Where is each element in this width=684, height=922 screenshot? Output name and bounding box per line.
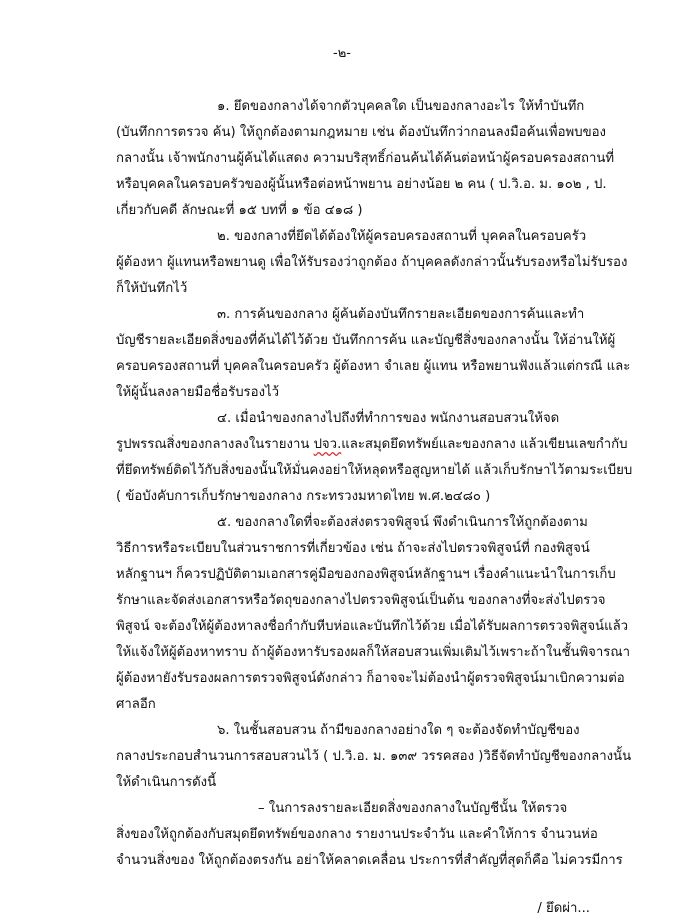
item-5-line-4: รักษาและจัดส่งเอกสารหรือวัตถุของกลางไปตรวจพิสูจน์เป็นต้น ของกลางที่จะส่งไปตรวจ [116, 593, 606, 608]
item-4-line-3: ที่ยึดทรัพย์ติดไว้กับสิ่งของนั้นให้มั่นคงอย่าให้หลุดหรือสูญหายได้ แล้วเก็บรักษาไว้ตามระเบียบ [116, 463, 633, 478]
item-1-line-2: (บันทึกการตรวจ ค้น) ให้ถูกต้องตามกฎหมาย เช่น ต้องบันทึกว่ากอนลงมือค้นเพื่อพบของ [116, 125, 606, 140]
item-5-line-1: ๕. ของกลางใดที่จะต้องส่งตรวจพิสูจน์ พึงดำเนินการให้ถูกต้องตาม [217, 515, 588, 530]
item-5-line-3: หลักฐานฯ ก็ควรปฏิบัติตามเอกสารคู่มือของกองพิสูจน์หลักฐานฯ เรื่องคำแนะนำในการเก็บ [116, 567, 616, 582]
item-5-line-6: ให้แจ้งให้ผู้ต้องหาทราบ ถ้าผู้ต้องหารับรองผลก็ให้สอบสวนเพิ่มเติมไว้เพราะถ้าในชั้นพิจารณา [116, 645, 631, 660]
item-4-line-1: ๔. เมื่อนำของกลางไปถึงที่ทำการของ พนักงานสอบสวนให้จด [217, 411, 560, 426]
footer-continuation: / ยึดผ่า... [537, 901, 590, 916]
item-2-line-3: ก็ให้บันทึกไว้ [116, 281, 188, 296]
item-5-line-5: พิสูจน์ จะต้องให้ผู้ต้องหาลงชื่อกำกับหีบห่อและบันทึกไว้ด้วย เมื่อได้รับผลการตรวจพิสูจน์แล้ว [116, 619, 629, 634]
item-3-line-4: ให้ผู้นั้นลงลายมือชื่อรับรองไว้ [116, 385, 280, 400]
item-5-line-7: ผู้ต้องหายังรับรองผลการตรวจพิสูจน์ดังกล่าว ก็อาจจะไม่ต้องนำผู้ตรวจพิสูจน์มาเบิกความต่อ [116, 671, 625, 686]
item-1-line-5: เกี่ยวกับคดี ลักษณะที่ ๑๕ บทที่ ๑ ข้อ ๔๑๘ ) [116, 203, 363, 218]
item-4-line-2-start: รูปพรรณสิ่งของกลางลงในรายงาน [116, 437, 314, 452]
item-3-line-2: บัญชีรายละเอียดสิ่งของที่ค้นได้ไว้ด้วย บันทึกการค้น และบัญชีสิ่งของกลางนั้น ให้อ่านให้ผู้ [116, 333, 616, 348]
sub-item-line-1: – ในการลงรายละเอียดสิ่งของกลางในบัญชีนั้น ให้ตรวจ [258, 801, 568, 816]
item-6-line-2: กลางประกอบสำนวนการสอบสวนไว้ ( ป.วิ.อ. ม. ๑๓๙ วรรคสอง )วิธีจัดทำบัญชีของกลางนั้น [116, 749, 632, 764]
item-3-line-3: ครอบครองสถานที่ บุคคลในครอบครัว ผู้ต้องหา จำเลย ผู้แทน หรือพยานฟังแล้วแต่กรณี และ [116, 359, 631, 374]
item-6-line-3: ให้ดำเนินการดังนี้ [116, 775, 217, 790]
page-number: -๒- [333, 46, 351, 61]
spellcheck-underlined-word: ปจว. [313, 437, 342, 452]
item-2-line-2: ผู้ต้องหา ผู้แทนหรือพยานดู เพื่อให้รับรองว่าถูกต้อง ถ้าบุคคลดังกล่าวนั้นรับรองหรือไม่รับรอง [116, 255, 628, 270]
item-6-line-1: ๖. ในชั้นสอบสวน ถ้ามีของกลางอย่างใด ๆ จะต้องจัดทำบัญชีของ [217, 723, 580, 738]
item-3-line-1: ๓. การค้นของกลาง ผู้ค้นต้องบันทึกรายละเอียดของการค้นและทำ [217, 307, 585, 322]
item-4-line-2 [116, 436, 627, 454]
item-5-line-8: ศาลอีก [116, 697, 156, 712]
item-1-line-4: หรือบุคคลในครอบครัวของผู้นั้นหรือต่อหน้าพยาน อย่างน้อย ๒ คน ( ป.วิ.อ. ม. ๑๐๒ , ป. [116, 177, 607, 192]
sub-item-line-2: สิ่งของให้ถูกต้องกับสมุดยึดทรัพย์ของกลาง รายงานประจำวัน และคำให้การ จำนวนห่อ [116, 827, 598, 842]
item-1-line-1: ๑. ยึดของกลางได้จากตัวบุคคลใด เป็นของกลางอะไร ให้ทำบันทึก [217, 99, 585, 114]
item-2-line-1: ๒. ของกลางที่ยึดได้ต้องให้ผู้ครอบครองสถานที่ บุคคลในครอบครัว [217, 229, 587, 244]
item-4-line-2-end: และสมุดยึดทรัพย์และของกลาง แล้วเขียนเลขกำกับ [341, 437, 628, 452]
sub-item-line-3: จำนวนสิ่งของ ให้ถูกต้องตรงกัน อย่าให้คลาดเคลื่อน ประการที่สำคัญที่สุดก็คือ ไม่ควรมีการ [116, 853, 623, 868]
item-4-line-4: ( ข้อบังคับการเก็บรักษาของกลาง กระทรวงมหาดไทย พ.ศ.๒๔๘๐ ) [116, 489, 491, 504]
item-1-line-3: กลางนั้น เจ้าพนักงานผู้ค้นได้แสดง ความบริสุทธิ์ก่อนค้นได้ค้นต่อหน้าผู้ครอบครองสถานที่ [116, 151, 615, 166]
item-5-line-2: วิธีการหรือระเบียบในส่วนราชการที่เกี่ยวข้อง เช่น ถ้าจะส่งไปตรวจพิสูจน์ที่ กองพิสูจน์ [116, 541, 590, 556]
